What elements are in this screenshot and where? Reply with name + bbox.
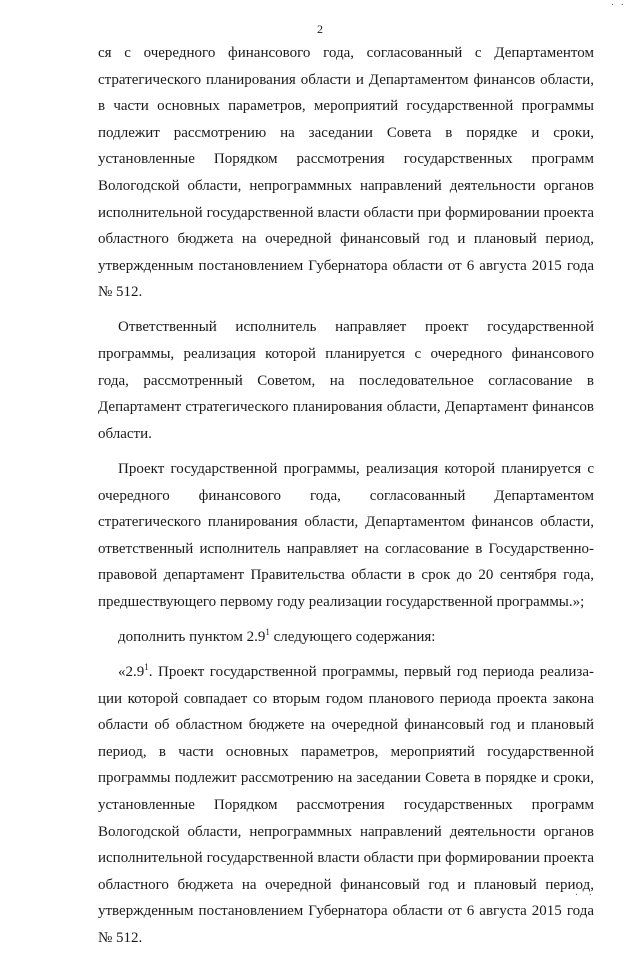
paragraph-continuation: ся с очередного финансового года, согласованный с Департаментом стратегического планирования области и Департаментом финансов области, в части основных параметров, мероприятий государственной программы подлежит рассмотрению на заседании Совета в порядке и сроки, установленные Порядком рассмотрения государственных программ Вологодской области, непрограммных направлений деятельности органов исполнительной государственной власти области при формировании проекта областного бюджета на очередной финансовый год и плановый период, утвержденным постановлением Губернатора области от 6 августа 2015 года № 512. [98,45,594,301]
amendment-intro-text-end: следующего содержания: [269,628,436,645]
scan-corner-mark: · · [610,0,626,11]
scan-bottom-mark: · · [574,890,596,901]
paragraph-program-draft: Проект государственной программы, реализация которой планируется с очередного финансового года, согласованный Департаментом стратегического планирования области, Департаментом финансов области, ответственный исполнитель направляет на согласование в Государственно-правовой департамент Правительства области в срок до 20 сентября года, предшествующего первому году реализации государственной программы.»; [98,460,594,610]
paragraph-clause-2-9-1 [98,659,594,952]
page-number: 2 [317,22,323,36]
document-body [98,40,594,960]
superscript-mark: 1 [144,662,149,673]
superscript-mark: 1 [265,626,270,637]
paragraph-amendment-intro [98,624,594,651]
clause-number: «2.9 [118,664,145,681]
paragraph-responsible-executor: Ответственный исполнитель направляет проект государственной программы, реализация которой планируется с очередного финансового года, рассмотренный Советом, на последовательное согласование в Департамент стратегического планирования области, Департамент финансов области. [98,319,594,442]
clause-text: . Проект государственной программы, первый год периода реализации которой совпадает со вторым годом планового периода проекта закона области об областном бюджете на очередной финансовый год и плановый период, в части основных параметров, мероприятий государственной программы подлежит рассмотрению на заседании Совета в порядке и сроки, установленные Порядком рассмотрения государственных программ Вологодской области, непрограммных направлений деятельности органов исполнительной государственной власти области при формировании проекта областного бюджета на очередной финансовый год и плановый период, утвержденным постановлением Губернатора области от 6 августа 2015 года № 512. [98,664,594,946]
amendment-intro-text: дополнить пунктом 2.9 [118,628,266,645]
